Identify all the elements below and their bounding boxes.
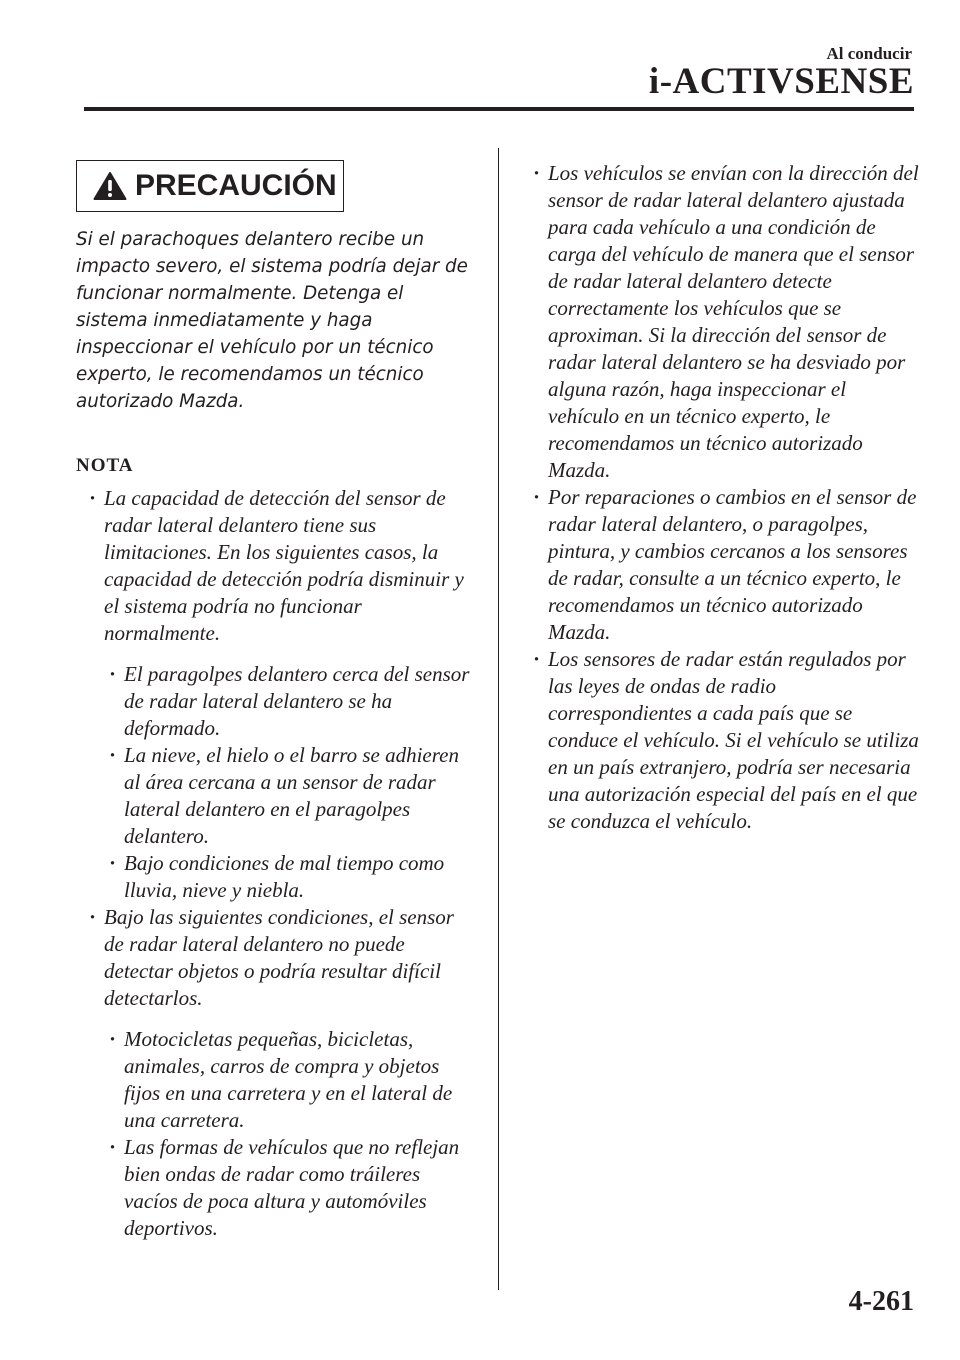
list-item: · Los vehículos se envían con la dirección del sensor de radar lateral delantero ajustada para cada vehículo a una condición de carga del vehículo de manera que el sensor de radar lateral delantero detecte correctamente los vehículos que se aproximan. Si la dirección del sensor de radar lateral delantero se ha desviado por alguna razón, haga inspeccionar el vehículo en un técnico experto, le recomendamos un técnico autorizado Mazda.: [530, 160, 920, 484]
note-list: [76, 485, 478, 1242]
header-rule: [84, 107, 914, 111]
list-item: · Bajo condiciones de mal tiempo como lluvia, nieve y niebla.: [76, 850, 478, 904]
list-item: · Por reparaciones o cambios en el sensor de radar lateral delantero, o paragolpes, pintura, y cambios cercanos a los sensores de radar, consulte a un técnico experto, le recomendamos un técnico autorizado Mazda.: [530, 484, 920, 646]
note-label: NOTA: [76, 455, 134, 476]
list-item: · La nieve, el hielo o el barro se adhieren al área cercana a un sensor de radar lateral delantero en el paragolpes delantero.: [76, 742, 478, 850]
left-column: [76, 160, 478, 1242]
list-item: · Las formas de vehículos que no reflejan bien ondas de radar como tráileres vacíos de poca altura y automóviles deportivos.: [76, 1134, 478, 1242]
warning-triangle-icon: [93, 171, 127, 201]
caution-label: PRECAUCIÓN: [135, 169, 337, 202]
list-item: · Bajo las siguientes condiciones, el sensor de radar lateral delantero no puede detectar objetos o podría resultar difícil detectarlos.: [76, 904, 478, 1012]
right-column: [530, 160, 920, 835]
column-divider: [498, 148, 499, 1290]
page-number: 4-261: [848, 1286, 914, 1317]
caution-text: Si el parachoques delantero recibe un impacto severo, el sistema podría dejar de funcionar normalmente. Detenga el sistema inmediatamente y haga inspeccionar el vehículo por un técnico experto, le recomendamos un técnico autorizado Mazda.: [76, 229, 468, 412]
caution-box: [76, 160, 344, 212]
chapter-title: i-ACTIVSENSE: [648, 61, 914, 102]
list-item: · La capacidad de detección del sensor de radar lateral delantero tiene sus limitaciones. En los siguientes casos, la capacidad de detección podría disminuir y el sistema podría no funcionar normalmente.: [76, 485, 478, 647]
list-item: · Motocicletas pequeñas, bicicletas, animales, carros de compra y objetos fijos en una carretera y en el lateral de una carretera.: [76, 1026, 478, 1134]
section-heading: Al conducir: [826, 44, 912, 63]
note-list-continued: [530, 160, 920, 835]
list-item: · El paragolpes delantero cerca del sensor de radar lateral delantero se ha deformado.: [76, 661, 478, 742]
list-item: · Los sensores de radar están regulados por las leyes de ondas de radio correspondientes a cada país que se conduce el vehículo. Si el vehículo se utiliza en un país extranjero, podría ser necesaria una autorización especial del país en el que se conduzca el vehículo.: [530, 646, 920, 835]
